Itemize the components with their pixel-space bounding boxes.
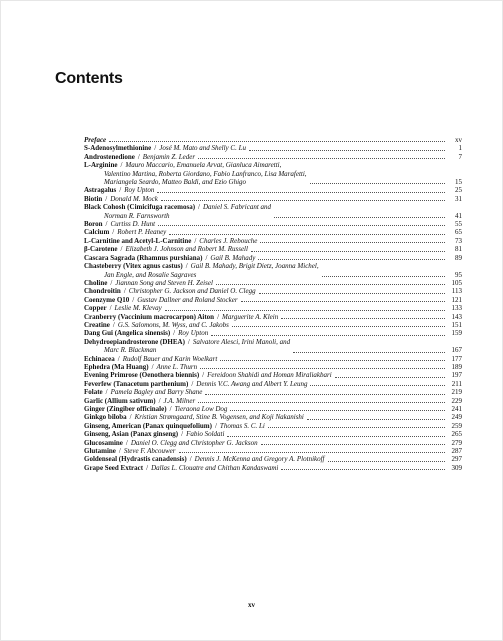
toc-page-number: 121 <box>451 295 462 304</box>
toc-separator: / <box>151 362 154 371</box>
toc-separator: / <box>158 396 161 405</box>
dot-leader <box>161 199 445 201</box>
toc-authors: José M. Mato and Shelly C. Lu <box>159 144 246 153</box>
toc-authors: Steve F. Abcouwer <box>123 447 176 456</box>
toc-authors: Donald M. Mock <box>110 194 158 203</box>
dot-leader <box>328 460 445 462</box>
toc-page-number: 25 <box>455 186 462 195</box>
dot-leader <box>227 435 445 437</box>
toc-page-number: 1 <box>458 144 462 153</box>
toc-authors: Pamela Bagley and Barry Shane <box>110 388 203 397</box>
toc-page-number: 297 <box>451 455 462 464</box>
toc-authors: Roy Upton <box>124 186 155 195</box>
dot-leader <box>268 426 445 428</box>
toc-authors-continued: Marc R. Blackman <box>104 346 157 355</box>
dot-leader <box>232 325 445 327</box>
toc-entry[interactable] <box>84 455 462 463</box>
dot-leader <box>322 275 445 277</box>
toc-page-number: 177 <box>451 354 462 363</box>
toc-authors: Dennis J. McKenna and Gregory A. Plotnikoff <box>194 455 325 464</box>
toc-authors: Daniel O. Clegg and Christopher G. Jackson <box>130 438 258 447</box>
toc-topic: Boron <box>84 220 103 229</box>
toc-page-number: 15 <box>455 178 462 187</box>
toc-page-number: 259 <box>451 421 462 430</box>
toc-separator: / <box>118 447 121 456</box>
toc-page-number: 41 <box>455 211 462 220</box>
toc-entry[interactable] <box>84 237 462 245</box>
toc-separator: / <box>117 354 120 363</box>
toc-topic: Echinacea <box>84 354 115 363</box>
toc-topic: Ginger (Zingiber officinale) <box>84 405 167 413</box>
toc-separator: / <box>109 304 112 313</box>
toc-page-number: 95 <box>455 270 462 279</box>
toc-page-number: 113 <box>451 287 462 296</box>
toc-authors: Thomas S. C. Li <box>219 421 265 430</box>
dot-leader <box>220 359 445 361</box>
dot-leader <box>259 292 445 294</box>
toc-topic: Dehydroepiandrosterone (DHEA) <box>84 337 185 346</box>
toc-entry[interactable] <box>84 422 462 430</box>
toc-topic: L-Arginine <box>84 161 118 170</box>
toc-topic: Ephedra (Ma Huang) <box>84 362 149 371</box>
toc-page-number: 265 <box>451 430 462 439</box>
toc-authors: Gail B. Mahady <box>210 253 256 262</box>
toc-topic: L-Carnitine and Acetyl-L-Carnitine <box>84 236 192 245</box>
toc-topic: Chondroitin <box>84 287 121 296</box>
dot-leader <box>169 233 445 235</box>
dot-leader <box>216 283 445 285</box>
toc-entry[interactable] <box>84 228 462 236</box>
toc-page-number: 219 <box>451 388 462 397</box>
toc-page-number: 189 <box>451 362 462 371</box>
toc-page-number: 279 <box>451 438 462 447</box>
toc-topic: Ginseng, Asian (Panax ginseng) <box>84 430 179 439</box>
toc-authors: Mauro Maccario, Emanuela Arvat, Gianluca Aimaretti, <box>125 161 282 170</box>
toc-page-number: 81 <box>455 245 462 254</box>
toc-separator: / <box>194 236 197 245</box>
toc-authors: Kristian Strømgaard, Stine B. Vogensen, and Koji Nakanishi <box>134 413 304 422</box>
dot-leader <box>109 140 445 142</box>
toc-authors: Daniel S. Fabricant and <box>202 203 272 212</box>
toc-authors: Gail B. Mahady, Brigit Dietz, Joanna Michel, <box>190 262 319 271</box>
dot-leader <box>260 241 445 243</box>
toc-entry[interactable] <box>84 296 462 304</box>
toc-entry[interactable] <box>84 136 462 144</box>
toc-entry[interactable] <box>84 439 462 447</box>
toc-entry[interactable] <box>84 405 462 413</box>
toc-topic: Feverfew (Tanacetum parthenium) <box>84 379 189 388</box>
page-folio: xv <box>248 601 255 609</box>
toc-entry[interactable] <box>84 329 462 337</box>
toc-topic: Preface <box>84 136 107 144</box>
toc-separator: / <box>112 320 115 329</box>
toc-entry[interactable] <box>84 355 462 363</box>
toc-page-number: 159 <box>451 329 462 338</box>
toc-authors: Dallas L. Clouatre and Chithan Kandaswami <box>151 463 279 472</box>
toc-separator: / <box>110 278 113 287</box>
toc-topic: Androstenedione <box>84 152 135 161</box>
dot-leader <box>249 149 445 151</box>
toc-page-number: 309 <box>451 463 462 472</box>
toc-separator: / <box>191 379 194 388</box>
toc-separator: / <box>137 152 140 161</box>
toc-separator: / <box>105 194 108 203</box>
toc-separator: / <box>154 144 157 153</box>
toc-authors: Jiannan Song and Steven H. Zeisel <box>115 278 213 287</box>
toc-separator: / <box>198 203 200 212</box>
toc-authors: Tieraona Low Dog <box>174 405 228 413</box>
toc-topic: Ginkgo biloba <box>84 413 127 422</box>
toc-authors: Gustav Dallner and Roland Stocker <box>137 295 238 304</box>
toc-authors: Roy Upton <box>178 329 209 338</box>
toc-entry[interactable] <box>84 195 462 203</box>
dot-leader <box>241 300 445 302</box>
toc-topic: Evening Primrose (Oenothera biennis) <box>84 371 200 380</box>
toc-entry[interactable] <box>84 153 462 161</box>
toc-page-number: 229 <box>451 396 462 405</box>
toc-page-number: 73 <box>455 236 462 245</box>
dot-leader <box>293 351 445 353</box>
toc-entry[interactable] <box>84 220 462 228</box>
dot-leader <box>198 401 445 403</box>
toc-separator: / <box>132 295 135 304</box>
toc-separator: / <box>169 405 172 413</box>
toc-separator: / <box>217 312 220 321</box>
toc-topic: β-Carotene <box>84 245 118 254</box>
toc-authors: Leslie M. Klevay <box>114 304 162 313</box>
toc-authors: J.A. Milner <box>163 396 196 405</box>
toc-entry[interactable] <box>84 161 462 186</box>
toc-authors-continued: Valentino Martina, Roberta Giordano, Fabio Lanfranco, Lisa Marafetti, <box>104 169 307 178</box>
toc-topic: Creatine <box>84 320 110 329</box>
dot-leader <box>258 258 445 260</box>
dot-leader <box>198 157 445 159</box>
toc-page-number: 65 <box>455 228 462 237</box>
toc-authors: Anne L. Thurn <box>156 362 198 371</box>
toc-separator: / <box>185 262 188 271</box>
dot-leader <box>281 317 445 319</box>
toc-topic: Goldenseal (Hydrastis canadensis) <box>84 455 187 464</box>
toc-separator: / <box>112 228 115 237</box>
dot-leader <box>158 224 445 226</box>
toc-entry[interactable] <box>84 464 462 472</box>
toc-page-number: 211 <box>451 379 462 388</box>
toc-authors: Fereidoon Shahidi and Homan Miraliakbari <box>207 371 332 380</box>
toc-topic: Biotin <box>84 194 103 203</box>
toc-entry[interactable] <box>84 447 462 455</box>
toc-separator: / <box>146 463 149 472</box>
toc-page-number: 167 <box>451 346 462 355</box>
toc-separator: / <box>181 430 184 439</box>
dot-leader <box>230 409 445 411</box>
toc-page-number: 143 <box>451 312 462 321</box>
toc-entry[interactable] <box>84 304 462 312</box>
toc-separator: / <box>205 253 208 262</box>
dot-leader <box>307 418 445 420</box>
toc-page-number: 249 <box>451 413 462 422</box>
toc-topic: Ginseng, American (Panax quinquefolium) <box>84 421 212 430</box>
toc-authors: Robert P. Heaney <box>117 228 167 237</box>
toc-separator: / <box>123 287 126 296</box>
toc-page-number: 287 <box>451 447 462 456</box>
dot-leader <box>200 367 445 369</box>
toc-authors: Salvatore Alesci, Irini Manoli, and <box>192 337 291 346</box>
dot-leader <box>335 376 445 378</box>
toc-authors: G.S. Salomons, M. Wyss, and C. Jakobs <box>117 320 229 329</box>
toc-page-number: 31 <box>455 194 462 203</box>
dot-leader <box>281 468 445 470</box>
toc-separator: / <box>120 161 123 170</box>
page-title: Contents <box>55 70 123 87</box>
dot-leader <box>179 451 446 453</box>
toc-authors: Rudolf Bauer and Karin Woelkart <box>122 354 218 363</box>
toc-topic: Grape Seed Extract <box>84 463 144 472</box>
toc-entry[interactable] <box>84 245 462 253</box>
toc-page-number: xv <box>455 136 462 144</box>
toc-entry[interactable] <box>84 186 462 194</box>
toc-topic: Glutamine <box>84 447 116 456</box>
toc-separator: / <box>105 388 108 397</box>
toc-page-number: 105 <box>451 278 462 287</box>
toc-entry[interactable] <box>84 313 462 321</box>
dot-leader <box>205 393 445 395</box>
toc-authors: Elizabeth J. Johnson and Robert M. Russell <box>125 245 248 254</box>
toc-authors-continued: Jan Engle, and Rosalie Sagraves <box>104 270 197 279</box>
toc-topic: S-Adenosylmethionine <box>84 144 152 153</box>
toc-topic: Cascara Sagrada (Rhamnus purshiana) <box>84 253 203 262</box>
dot-leader <box>165 309 445 311</box>
toc-topic: Folate <box>84 388 103 397</box>
toc-topic: Copper <box>84 304 107 313</box>
toc-separator: / <box>202 371 205 380</box>
toc-topic: Calcium <box>84 228 110 237</box>
dot-leader <box>261 443 445 445</box>
toc-entry[interactable] <box>84 262 462 279</box>
toc-page-number: 89 <box>455 253 462 262</box>
toc-entry[interactable] <box>84 413 462 421</box>
toc-separator: / <box>120 245 123 254</box>
toc-authors: Benjamin Z. Leder <box>142 152 196 161</box>
toc-authors: Christopher G. Jackson and Daniel O. Clegg <box>128 287 256 296</box>
toc-entry[interactable] <box>84 144 462 152</box>
toc-topic: Cranberry (Vaccinium macrocarpon) Aiton <box>84 312 215 321</box>
toc-authors: Fabio Soldati <box>186 430 225 439</box>
dot-leader <box>310 182 445 184</box>
toc-entry[interactable] <box>84 203 462 220</box>
toc-separator: / <box>105 220 108 229</box>
toc-separator: / <box>189 455 192 464</box>
toc-entry[interactable] <box>84 338 462 355</box>
toc-entry[interactable] <box>84 388 462 396</box>
table-of-contents <box>84 136 462 472</box>
toc-topic: Choline <box>84 278 108 287</box>
toc-topic: Astragalus <box>84 186 117 195</box>
dot-leader <box>157 191 445 193</box>
toc-authors-continued: Mariangela Seardo, Matteo Baldi, and Ezio Ghigo <box>104 178 247 187</box>
toc-separator: / <box>119 186 122 195</box>
toc-topic: Glucosamine <box>84 438 123 447</box>
toc-topic: Coenzyme Q10 <box>84 295 130 304</box>
toc-page-number: 55 <box>455 220 462 229</box>
toc-page-number: 151 <box>451 320 462 329</box>
toc-topic: Black Cohosh (Cimicifuga racemosa) <box>84 203 196 212</box>
toc-authors: Dennis V.C. Awang and Albert Y. Leung <box>196 379 308 388</box>
toc-authors: Curtiss D. Hunt <box>110 220 156 229</box>
toc-separator: / <box>129 413 132 422</box>
toc-separator: / <box>187 337 190 346</box>
dot-leader <box>274 216 445 218</box>
toc-entry[interactable] <box>84 254 462 262</box>
toc-entry[interactable] <box>84 397 462 405</box>
toc-topic: Chasteberry (Vitex agnus castus) <box>84 262 183 271</box>
toc-entry[interactable] <box>84 279 462 287</box>
toc-page-number: 197 <box>451 371 462 380</box>
dot-leader <box>211 334 445 336</box>
toc-topic: Garlic (Allium sativum) <box>84 396 156 405</box>
toc-entry[interactable] <box>84 430 462 438</box>
toc-authors-continued: Norman R. Farnsworth <box>104 211 170 220</box>
toc-entry[interactable] <box>84 371 462 379</box>
toc-entry[interactable] <box>84 321 462 329</box>
dot-leader <box>251 250 445 252</box>
toc-entry[interactable] <box>84 380 462 388</box>
toc-page-number: 241 <box>451 405 462 413</box>
toc-separator: / <box>173 329 176 338</box>
toc-separator: / <box>214 421 217 430</box>
dot-leader <box>310 384 445 386</box>
toc-separator: / <box>125 438 128 447</box>
toc-entry[interactable] <box>84 287 462 295</box>
toc-authors: Charles J. Rebouche <box>199 236 258 245</box>
toc-page-number: 133 <box>451 304 462 313</box>
toc-authors: Marguerite A. Klein <box>222 312 279 321</box>
toc-entry[interactable] <box>84 363 462 371</box>
toc-page-number: 7 <box>458 152 462 161</box>
toc-topic: Dang Gui (Angelica sinensis) <box>84 329 171 338</box>
